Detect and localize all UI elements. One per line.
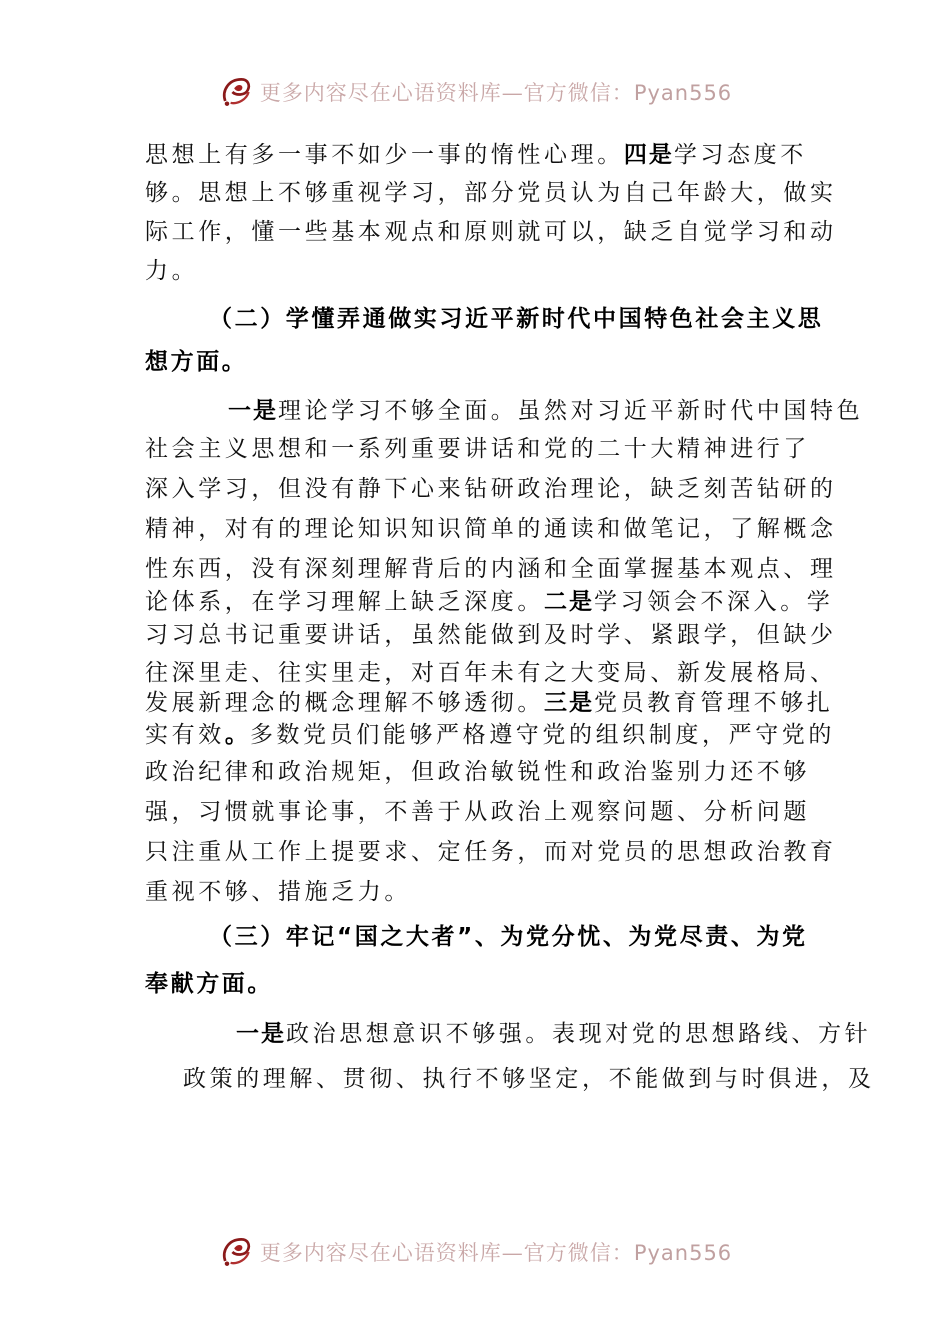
section-heading-2: （二）学懂弄通做实习近平新时代中国特色社会主义思: [209, 306, 824, 332]
section-heading-3: （三）牢记“国之大者”、为党分忧、为党尽责、为党: [209, 924, 808, 950]
text-line: 够。思想上不够重视学习，部分党员认为自己年龄大，做实: [145, 180, 837, 206]
text-line: 深入学习，但没有静下心来钻研政治理论，缺乏刻苦钻研的: [145, 476, 837, 502]
header-watermark-banner: [0, 72, 950, 112]
text-line: 只注重从工作上提要求、定任务，而对党员的思想政治教育: [145, 839, 837, 865]
text-line: 际工作，懂一些基本观点和原则就可以，缺乏自觉学习和动: [145, 219, 837, 245]
text-line: 发展新理念的概念理解不够透彻。三是党员教育管理不够扎: [145, 690, 834, 716]
text-line: 往深里走、往实里走，对百年未有之大变局、新发展格局、: [145, 660, 837, 686]
section-heading-3-cont: 奉献方面。: [145, 971, 273, 997]
text-line: 习习总书记重要讲话，虽然能做到及时学、紧跟学，但缺少: [145, 622, 837, 648]
text-line: 论体系，在学习理解上缺乏深度。二是学习领会不深入。学: [145, 589, 834, 615]
footer-watermark-banner: [0, 1232, 950, 1272]
text-line: 精神，对有的理论知识知识简单的通读和做笔记，了解概念: [145, 516, 837, 542]
banner-text: 更多内容尽在心语资料库—官方微信：Pyan556: [259, 81, 733, 105]
section-heading-2-cont: 想方面。: [145, 349, 248, 375]
text-line: 政治纪律和政治规矩，但政治敏锐性和政治鉴别力还不够: [145, 759, 810, 785]
text-line: 力。: [145, 258, 199, 284]
text-line: 一是理论学习不够全面。虽然对习近平新时代中国特色: [228, 398, 864, 424]
text-line: 一是政治思想意识不够强。表现对党的思想路线、方针: [236, 1021, 872, 1047]
red-leaf-swirl-logo-icon: [218, 74, 254, 110]
text-line: 社会主义思想和一系列重要讲话和党的二十大精神进行了: [145, 436, 810, 462]
banner-text: 更多内容尽在心语资料库—官方微信：Pyan556: [259, 1241, 733, 1265]
text-line: 重视不够、措施乏力。: [145, 879, 411, 905]
text-line: 实有效。多数党员们能够严格遵守党的组织制度，严守党的: [145, 722, 836, 748]
text-line: 思想上有多一事不如少一事的惰性心理。四是学习态度不: [145, 142, 807, 168]
text-line: 性东西，没有深刻理解背后的内涵和全面掌握基本观点、理: [145, 556, 837, 582]
red-leaf-swirl-logo-icon: [218, 1234, 254, 1270]
text-line: 政策的理解、贯彻、执行不够坚定，不能做到与时俱进，及: [183, 1066, 875, 1092]
text-line: 强，习惯就事论事，不善于从政治上观察问题、分析问题: [145, 799, 810, 825]
